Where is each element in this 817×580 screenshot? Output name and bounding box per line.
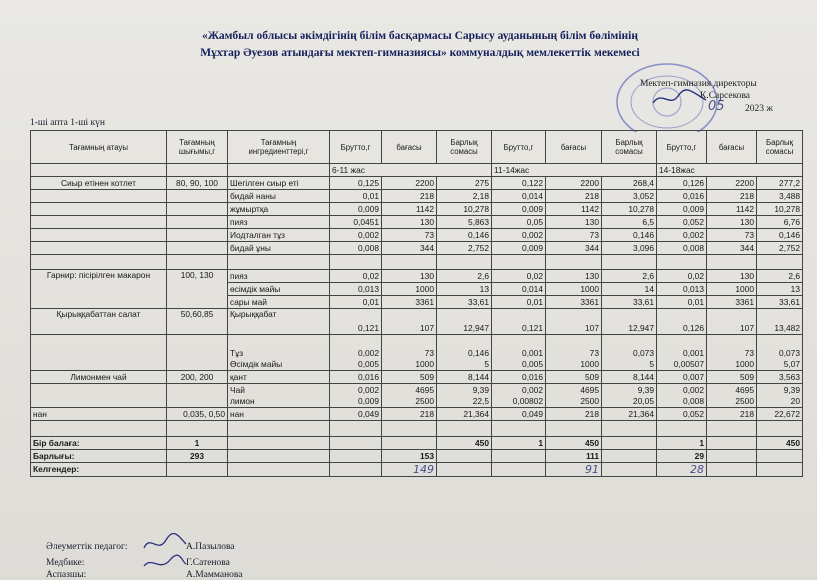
value-line: 0,073 bbox=[633, 348, 654, 358]
price-cell: 509 bbox=[707, 371, 757, 384]
gross-cell: 0,009 bbox=[492, 203, 546, 216]
total-cell: 33,61 bbox=[757, 296, 803, 309]
signature-nurse bbox=[46, 558, 230, 568]
col-dish: Тағамның атауы bbox=[31, 131, 167, 164]
value-line: 9,39 bbox=[783, 384, 800, 395]
total-cell: 2,6 bbox=[757, 270, 803, 283]
price-cell: 130 bbox=[382, 270, 437, 283]
price-cell bbox=[546, 335, 602, 371]
price-cell: 218 bbox=[382, 190, 437, 203]
price-cell: 1142 bbox=[546, 203, 602, 216]
total-cell: 33,61 bbox=[437, 296, 492, 309]
gross-cell: 0,014 bbox=[492, 190, 546, 203]
garnish-yield: 100, 130 bbox=[167, 270, 228, 309]
value-line: 0,005 bbox=[358, 359, 379, 369]
spacer-row bbox=[31, 255, 803, 270]
total-cell bbox=[602, 384, 657, 408]
per-child-gross-2: 1 bbox=[492, 437, 546, 450]
approval-year: 2023 ж bbox=[745, 104, 773, 114]
salad-extra-row bbox=[31, 335, 803, 371]
age-group-3: 14-18жас bbox=[657, 164, 803, 177]
gross-cell: 0,01 bbox=[492, 296, 546, 309]
value-line: 0,002 bbox=[358, 348, 379, 358]
total-cell bbox=[437, 335, 492, 371]
gross-cell: 0,002 bbox=[657, 229, 707, 242]
gross-cell: 0,013 bbox=[657, 283, 707, 296]
col-price-3: бағасы bbox=[707, 131, 757, 164]
ingredient-cell: пияз bbox=[228, 270, 330, 283]
dish-cell bbox=[31, 216, 167, 229]
price-cell: 2200 bbox=[707, 177, 757, 190]
value-line: 1000 bbox=[735, 359, 754, 369]
total-cell: 275 bbox=[437, 177, 492, 190]
per-child-row bbox=[31, 437, 803, 450]
total-cell bbox=[602, 335, 657, 371]
price-cell bbox=[707, 384, 757, 408]
value-line: 0,002 bbox=[683, 384, 704, 395]
gross-cell: 0,016 bbox=[492, 371, 546, 384]
value-line: 73 bbox=[424, 348, 434, 358]
total-cell: 2,6 bbox=[602, 270, 657, 283]
menu-table bbox=[30, 130, 803, 477]
value-line: 4695 bbox=[415, 384, 434, 395]
price-cell bbox=[382, 335, 437, 371]
per-child-label: Бір балаға: bbox=[31, 437, 167, 450]
ingredient-cell: өсімдік майы bbox=[228, 283, 330, 296]
price-cell: 1000 bbox=[382, 283, 437, 296]
gross-cell: 0,052 bbox=[657, 408, 707, 421]
total-row bbox=[31, 450, 803, 463]
price-cell: 107 bbox=[546, 309, 602, 335]
price-cell: 107 bbox=[382, 309, 437, 335]
value-line: 0,001 bbox=[522, 348, 543, 358]
dish-cell bbox=[31, 190, 167, 203]
col-total-1: Барлық сомасы bbox=[437, 131, 492, 164]
garnish-dish: Гарнир: пісірілген макарон bbox=[31, 270, 167, 309]
bread-row bbox=[31, 408, 803, 421]
ingredient-cell: пияз bbox=[228, 216, 330, 229]
per-child-total-3: 450 bbox=[757, 437, 803, 450]
ingredient-cell bbox=[228, 384, 330, 408]
total-cell: 2,18 bbox=[437, 190, 492, 203]
value-line: 1000 bbox=[580, 359, 599, 369]
value-line: 2500 bbox=[580, 395, 599, 406]
approval-director: Мектеп-гимназия директоры bbox=[640, 79, 757, 89]
gross-cell bbox=[657, 384, 707, 408]
gross-cell: 0,002 bbox=[330, 229, 382, 242]
total-cell: 5,863 bbox=[437, 216, 492, 229]
price-cell: 1142 bbox=[707, 203, 757, 216]
gross-cell: 0,01 bbox=[330, 296, 382, 309]
gross-cell bbox=[330, 384, 382, 408]
price-cell: 509 bbox=[546, 371, 602, 384]
total-cell bbox=[757, 335, 803, 371]
gross-cell: 0,007 bbox=[657, 371, 707, 384]
gross-cell: 0,0451 bbox=[330, 216, 382, 229]
total-cell: 12,947 bbox=[437, 309, 492, 335]
value-line: 20,05 bbox=[633, 395, 654, 406]
gross-cell: 0,126 bbox=[657, 309, 707, 335]
price-cell: 73 bbox=[382, 229, 437, 242]
ingredient-cell: сары май bbox=[228, 296, 330, 309]
price-cell: 73 bbox=[707, 229, 757, 242]
total-cell: 33,61 bbox=[602, 296, 657, 309]
tea-row bbox=[31, 371, 803, 384]
yield-cell bbox=[167, 216, 228, 229]
ingredient-cell: бидай ұны bbox=[228, 242, 330, 255]
price-cell: 130 bbox=[546, 270, 602, 283]
per-child-yield: 1 bbox=[167, 437, 228, 450]
total-cell: 13,482 bbox=[757, 309, 803, 335]
price-cell: 3361 bbox=[382, 296, 437, 309]
salad-row bbox=[31, 309, 803, 335]
yield-cell bbox=[167, 190, 228, 203]
arrived-row bbox=[31, 463, 803, 477]
total-count-1: 153 bbox=[382, 450, 437, 463]
total-cell: 10,278 bbox=[602, 203, 657, 216]
total-cell: 12,947 bbox=[602, 309, 657, 335]
price-cell: 130 bbox=[546, 216, 602, 229]
total-cell: 6,76 bbox=[757, 216, 803, 229]
total-cell: 277,2 bbox=[757, 177, 803, 190]
gross-cell: 0,008 bbox=[330, 242, 382, 255]
gross-cell: 0,016 bbox=[330, 371, 382, 384]
signature-role: Аспазшы: bbox=[46, 570, 87, 580]
yield-cell bbox=[167, 203, 228, 216]
value-line: 20 bbox=[790, 395, 800, 406]
value-line: 73 bbox=[589, 348, 599, 358]
per-child-total-1: 450 bbox=[437, 437, 492, 450]
value-line: 0,00507 bbox=[673, 359, 704, 369]
total-cell: 3,563 bbox=[757, 371, 803, 384]
age-row bbox=[31, 164, 803, 177]
gross-cell: 0,02 bbox=[330, 270, 382, 283]
arrived-count-1: 149 bbox=[382, 463, 437, 477]
total-cell: 3,096 bbox=[602, 242, 657, 255]
col-price-2: бағасы bbox=[546, 131, 602, 164]
signature-role: Әлеуметтік педагог: bbox=[46, 542, 128, 552]
gross-cell: 0,05 bbox=[492, 216, 546, 229]
header-row bbox=[31, 131, 803, 164]
ingredient-cell: бидай наны bbox=[228, 190, 330, 203]
value-line: 0,008 bbox=[683, 395, 704, 406]
gross-cell: 0,122 bbox=[492, 177, 546, 190]
handwritten-signatures bbox=[140, 532, 190, 577]
yield-cell bbox=[167, 229, 228, 242]
age-group-2: 11-14жас bbox=[492, 164, 657, 177]
total-label: Барлығы: bbox=[31, 450, 167, 463]
total-cell: 13 bbox=[757, 283, 803, 296]
table-row bbox=[31, 229, 803, 242]
value-line: 5 bbox=[649, 359, 654, 369]
value-line: 2500 bbox=[415, 395, 434, 406]
cutlet-rows bbox=[31, 177, 803, 255]
signature-role: Медбике: bbox=[46, 558, 85, 568]
gross-cell: 0,013 bbox=[330, 283, 382, 296]
per-child-gross-3: 1 bbox=[657, 437, 707, 450]
total-cell bbox=[437, 384, 492, 408]
value-line: 0,002 bbox=[522, 384, 543, 395]
price-cell: 1000 bbox=[707, 283, 757, 296]
gross-cell: 0,009 bbox=[330, 203, 382, 216]
total-cell: 3,488 bbox=[757, 190, 803, 203]
total-cell: 2,6 bbox=[437, 270, 492, 283]
price-cell: 218 bbox=[546, 408, 602, 421]
ingredient-cell: жұмыртқа bbox=[228, 203, 330, 216]
garnish-row bbox=[31, 270, 803, 283]
price-cell: 130 bbox=[382, 216, 437, 229]
total-cell: 0,146 bbox=[437, 229, 492, 242]
ingredient-cell bbox=[228, 335, 330, 371]
total-cell: 3,052 bbox=[602, 190, 657, 203]
col-gross-1: Брутто,г bbox=[330, 131, 382, 164]
yield-cell bbox=[167, 242, 228, 255]
value-line: 0,005 bbox=[522, 359, 543, 369]
price-cell: 2200 bbox=[546, 177, 602, 190]
price-cell: 107 bbox=[707, 309, 757, 335]
value-line: 2500 bbox=[735, 395, 754, 406]
gross-cell: 0,01 bbox=[657, 296, 707, 309]
price-cell: 344 bbox=[546, 242, 602, 255]
gross-cell: 0,014 bbox=[492, 283, 546, 296]
gross-cell: 0,01 bbox=[330, 190, 382, 203]
gross-cell: 0,052 bbox=[657, 216, 707, 229]
week-label: 1-ші апта 1-ші күн bbox=[30, 118, 105, 128]
signature-name: Г.Сатенова bbox=[186, 558, 230, 568]
col-gross-3: Брутто,г bbox=[657, 131, 707, 164]
total-cell: 0,146 bbox=[757, 229, 803, 242]
dish-cell bbox=[31, 203, 167, 216]
price-cell: 344 bbox=[382, 242, 437, 255]
total-cell: 8,144 bbox=[602, 371, 657, 384]
gross-cell: 0,121 bbox=[492, 309, 546, 335]
gross-cell: 0,121 bbox=[330, 309, 382, 335]
price-cell: 218 bbox=[382, 408, 437, 421]
table-row bbox=[31, 190, 803, 203]
gross-cell: 0,02 bbox=[492, 270, 546, 283]
signature-name: А.Мамманова bbox=[186, 570, 243, 580]
arrived-count-3: 28 bbox=[657, 463, 707, 477]
salad-dish: Қырыққабаттан салат bbox=[31, 309, 167, 335]
total-cell: 268,4 bbox=[602, 177, 657, 190]
arrived-label: Келгендер: bbox=[31, 463, 167, 477]
price-cell: 3361 bbox=[707, 296, 757, 309]
gross-cell: 0,049 bbox=[492, 408, 546, 421]
total-cell: 6,5 bbox=[602, 216, 657, 229]
gross-cell: 0,02 bbox=[657, 270, 707, 283]
col-yield: Тағамның шығымы,г bbox=[167, 131, 228, 164]
gross-cell: 0,016 bbox=[657, 190, 707, 203]
price-cell: 130 bbox=[707, 216, 757, 229]
col-total-2: Барлық сомасы bbox=[602, 131, 657, 164]
arrived-count-2: 91 bbox=[546, 463, 602, 477]
total-cell: 22,672 bbox=[757, 408, 803, 421]
gross-cell: 0,049 bbox=[330, 408, 382, 421]
gross-cell bbox=[492, 384, 546, 408]
gross-cell bbox=[330, 335, 382, 371]
total-cell: 10,278 bbox=[437, 203, 492, 216]
approval-name: К.Сарсекова bbox=[700, 91, 751, 101]
gross-cell: 0,009 bbox=[657, 203, 707, 216]
price-cell: 3361 bbox=[546, 296, 602, 309]
ingredient-salt: Тұз bbox=[230, 348, 244, 358]
tea-dish: Лимонмен чай bbox=[31, 371, 167, 384]
gross-cell: 0,008 bbox=[657, 242, 707, 255]
price-cell: 218 bbox=[707, 190, 757, 203]
price-cell: 509 bbox=[382, 371, 437, 384]
bread-yield: 0,035, 0,50 bbox=[167, 408, 228, 421]
col-ingredient: Тағамның ингредиенттері,г bbox=[228, 131, 330, 164]
dish-cell bbox=[31, 242, 167, 255]
gross-cell: 0,125 bbox=[330, 177, 382, 190]
price-cell: 218 bbox=[546, 190, 602, 203]
gross-cell bbox=[657, 335, 707, 371]
gross-cell bbox=[492, 335, 546, 371]
price-cell bbox=[382, 384, 437, 408]
total-yield: 293 bbox=[167, 450, 228, 463]
price-cell: 344 bbox=[707, 242, 757, 255]
salad-yield: 50,60,85 bbox=[167, 309, 228, 335]
value-line: 0,009 bbox=[358, 395, 379, 406]
value-line: 73 bbox=[744, 348, 754, 358]
price-cell: 218 bbox=[707, 408, 757, 421]
value-line: 4695 bbox=[580, 384, 599, 395]
value-line: 0,00802 bbox=[512, 395, 543, 406]
ingredient-lemon: лимон bbox=[230, 395, 255, 406]
price-cell bbox=[707, 335, 757, 371]
ingredient-cell: Шегілген сиыр еті bbox=[228, 177, 330, 190]
bread-dish: нан bbox=[31, 408, 167, 421]
age-group-1: 6-11 жас bbox=[330, 164, 492, 177]
total-cell: 8,144 bbox=[437, 371, 492, 384]
table-row bbox=[31, 177, 803, 190]
value-line: 9,39 bbox=[472, 384, 489, 395]
dish-cell bbox=[31, 229, 167, 242]
price-cell: 130 bbox=[707, 270, 757, 283]
value-line: 4695 bbox=[735, 384, 754, 395]
price-cell: 73 bbox=[546, 229, 602, 242]
ingredient-cell: Иодталган тұз bbox=[228, 229, 330, 242]
total-cell: 2,752 bbox=[757, 242, 803, 255]
price-cell: 2200 bbox=[382, 177, 437, 190]
total-cell: 2,752 bbox=[437, 242, 492, 255]
tea-extra-row bbox=[31, 384, 803, 408]
value-line: 22,5 bbox=[472, 395, 489, 406]
total-cell: 10,278 bbox=[757, 203, 803, 216]
total-cell: 14 bbox=[602, 283, 657, 296]
ingredient-cell: Қырыққабат bbox=[228, 309, 330, 335]
header-line-2: Мұхтар Әуезов атындағы мектеп-гимназиясы» коммуналдық мемлекеттік мекемесі bbox=[200, 47, 640, 59]
ingredient-cell: нан bbox=[228, 408, 330, 421]
value-line: 0,002 bbox=[358, 384, 379, 395]
table-row bbox=[31, 216, 803, 229]
per-child-price-2: 450 bbox=[546, 437, 602, 450]
total-cell: 21,364 bbox=[437, 408, 492, 421]
total-count-2: 111 bbox=[546, 450, 602, 463]
yield-cell: 80, 90, 100 bbox=[167, 177, 228, 190]
gross-cell: 0,126 bbox=[657, 177, 707, 190]
signature-name: А.Пазылова bbox=[186, 542, 235, 552]
ingredient-tea: Чай bbox=[230, 384, 245, 395]
col-gross-2: Брутто,г bbox=[492, 131, 546, 164]
gross-cell: 0,009 bbox=[492, 242, 546, 255]
total-cell: 21,364 bbox=[602, 408, 657, 421]
dish-cell: Сиыр етінен котлет bbox=[31, 177, 167, 190]
tea-yield: 200, 200 bbox=[167, 371, 228, 384]
price-cell: 1000 bbox=[546, 283, 602, 296]
value-line: 1000 bbox=[415, 359, 434, 369]
value-line: 0,001 bbox=[683, 348, 704, 358]
value-line: 9,39 bbox=[637, 384, 654, 395]
value-line: 0,146 bbox=[468, 348, 489, 358]
value-line: 5 bbox=[484, 359, 489, 369]
approval-date-handwritten: 05 bbox=[708, 99, 725, 114]
col-price-1: бағасы bbox=[382, 131, 437, 164]
value-line: 5,07 bbox=[783, 359, 800, 369]
spacer-row bbox=[31, 421, 803, 437]
total-cell: 0,146 bbox=[602, 229, 657, 242]
total-cell bbox=[757, 384, 803, 408]
price-cell: 1142 bbox=[382, 203, 437, 216]
gross-cell: 0,002 bbox=[492, 229, 546, 242]
ingredient-cell: қант bbox=[228, 371, 330, 384]
col-total-3: Барлық сомасы bbox=[757, 131, 803, 164]
director-signature bbox=[650, 88, 710, 110]
table-row bbox=[31, 242, 803, 255]
total-count-3: 29 bbox=[657, 450, 707, 463]
price-cell bbox=[546, 384, 602, 408]
total-cell: 13 bbox=[437, 283, 492, 296]
value-line: 0,073 bbox=[779, 348, 800, 358]
table-row bbox=[31, 203, 803, 216]
header-line-1: «Жамбыл облысы әкімдігінің білім басқармасы Сарысу ауданының білім бөлімінің bbox=[202, 30, 638, 42]
ingredient-oil: Өсімдік майы bbox=[230, 359, 283, 369]
